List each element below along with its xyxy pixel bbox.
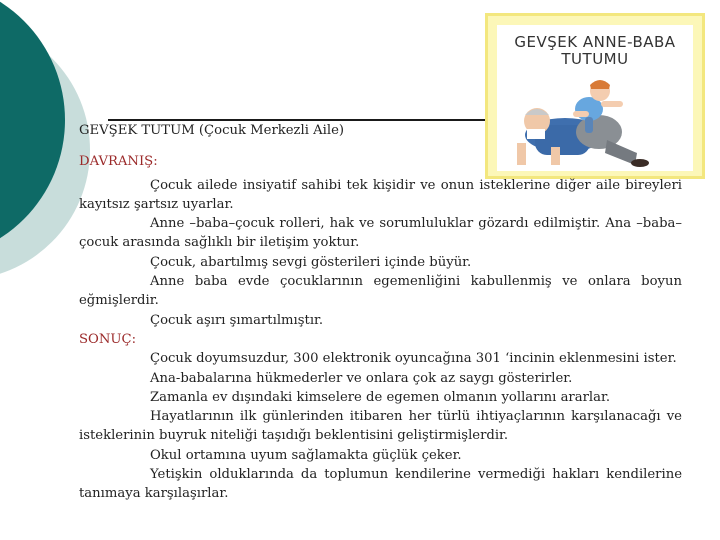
sonuc-item: Zamanla ev dışındaki kimselere de egemen olmanın yollarını ararlar. xyxy=(150,389,611,405)
davranis-item: Çocuk, abartılmış sevgi gösterileri içinde büyür. xyxy=(150,254,472,270)
sonuc-item: Çocuk doyumsuzdur, 300 elektronik oyuncağına 301 ‘incinin eklenmesini ister. xyxy=(150,351,677,367)
main-text xyxy=(79,121,682,504)
davranis-item: Çocuk aşırı şımartılmıştır. xyxy=(150,312,324,328)
davranis-item: Anne –baba–çocuk rolleri, hak ve sorumluluklar gözardı edilmiştir. Ana –baba–çocuk arasında sağlıklı bir iletişim yoktur. xyxy=(79,216,682,251)
sonuc-item: Ana-babalarına hükmederler ve onlara çok az saygı gösterirler. xyxy=(150,370,573,386)
davranis-item: Çocuk ailede insiyatif sahibi tek kişidir ve onun isteklerine diğer aile bireyleri kayıtsız şartsız uyarlar. xyxy=(79,177,682,212)
sonuc-item: Hayatlarının ilk günlerinden itibaren her türlü ihtiyaçlarının karşılanacağı ve isteklerinin buyruk niteliği taşıdığı beklentisini geliştirmişlerdir. xyxy=(79,409,682,444)
davranis-item: Anne baba evde çocuklarının egemenliğini kabullenmiş ve onlara boyun eğmişlerdir. xyxy=(79,274,682,309)
page-title: GEVŞEK TUTUM (Çocuk Merkezli Aile) xyxy=(79,123,345,138)
sonuc-heading: SONUÇ: xyxy=(79,331,137,347)
davranis-heading: DAVRANIŞ: xyxy=(79,154,158,170)
sonuc-item: Okul ortamına uyum sağlamakta güçlük çeker. xyxy=(150,447,462,463)
illustration-title-line1: GEVŞEK ANNE-BABA xyxy=(514,33,676,51)
sonuc-item: Yetişkin olduklarında da toplumun kendilerine vermediği hakları kendilerine tanımaya karşılaşırlar. xyxy=(79,467,682,502)
illustration-title-line2: TUTUMU xyxy=(561,50,629,68)
